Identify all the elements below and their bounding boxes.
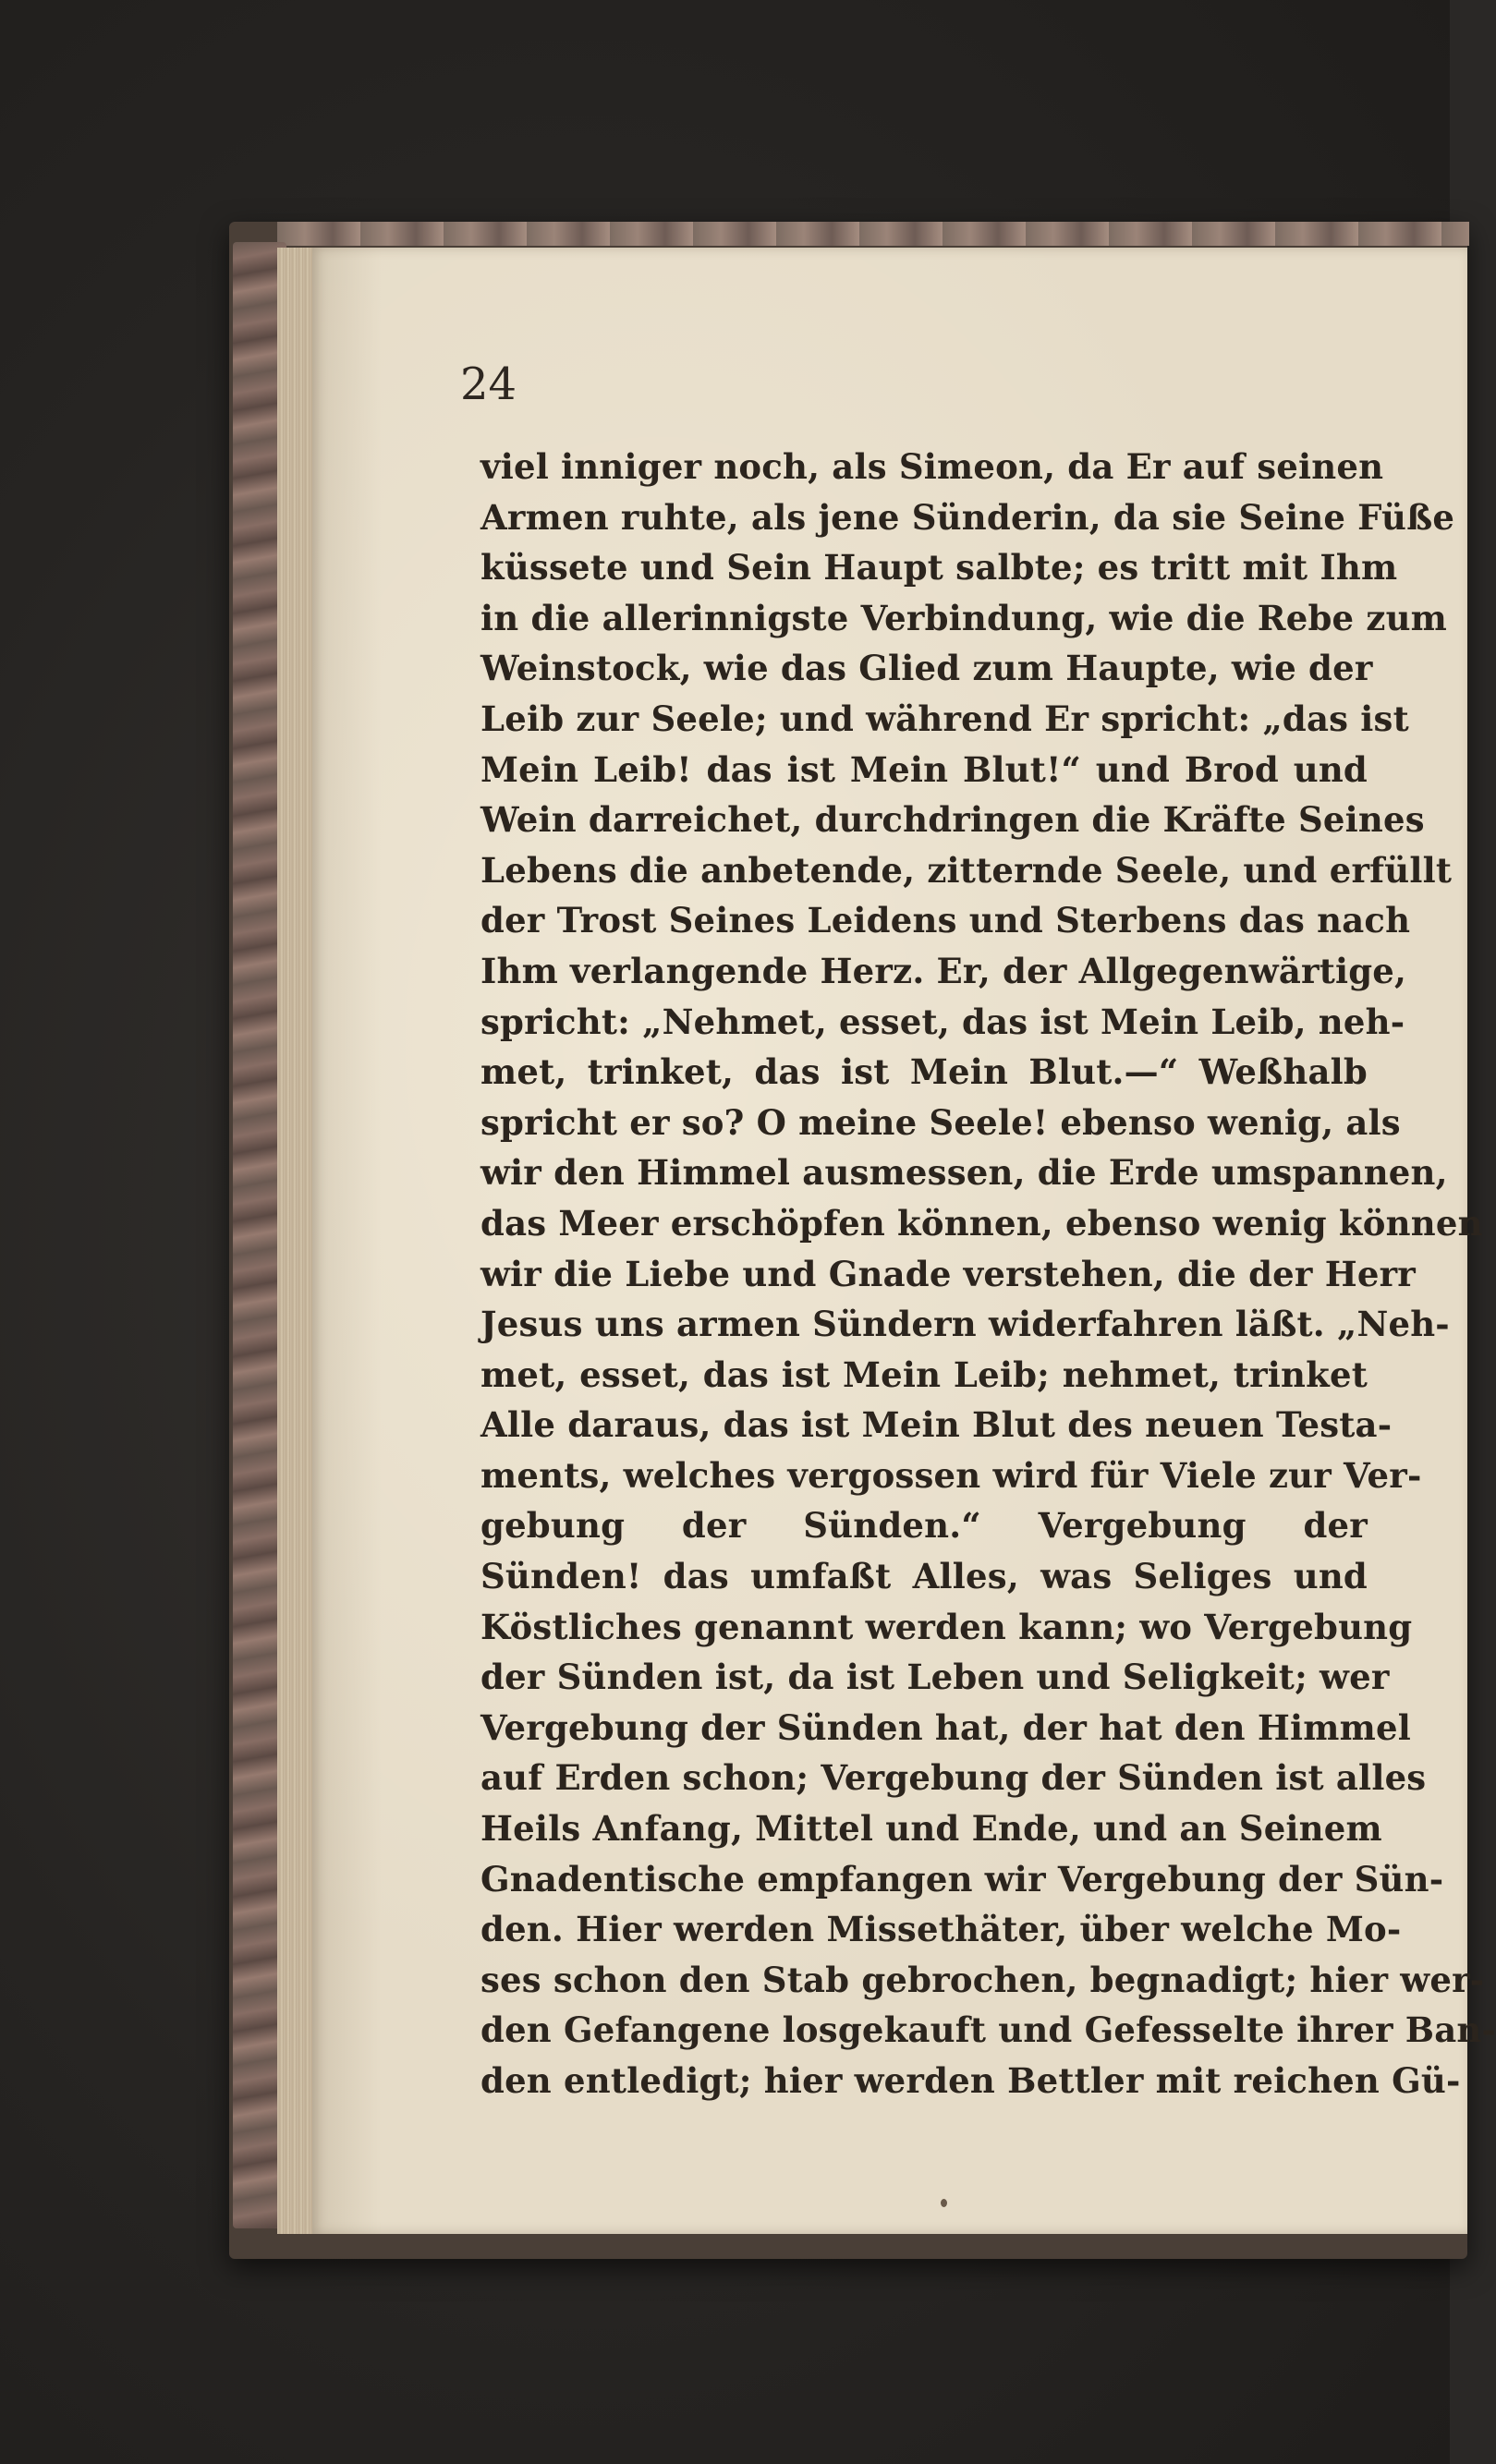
text-line: in die allerinnigste Verbindung, wie die Rebe zum — [480, 597, 1448, 638]
text-line: gebung der Sünden.“ Vergebung der — [480, 1505, 1368, 1547]
text-line: den. Hier werden Missethäter, über welche Mo- — [480, 1909, 1402, 1950]
text-line: der Sünden ist, da ist Leben und Seligkeit; wer — [480, 1657, 1390, 1698]
text-line: Mein Leib! das ist Mein Blut!“ und Brod und — [480, 748, 1368, 790]
text-line: Köstliches genannt werden kann; wo Vergebung — [480, 1606, 1413, 1647]
text-line: Sünden! das umfaßt Alles, was Seliges und — [480, 1556, 1368, 1597]
text-line: Vergebung der Sünden hat, der hat den Himmel — [480, 1706, 1411, 1748]
book-top-edge — [277, 222, 1469, 246]
text-line: den Gefangene losgekauft und Gefesselte ihrer Ban- — [480, 2009, 1496, 2051]
text-line: auf Erden schon; Vergebung der Sünden ist alles — [480, 1757, 1427, 1799]
text-line: met, trinket, das ist Mein Blut.—“ Weßhalb — [480, 1051, 1368, 1093]
text-line: spricht er so? O meine Seele! ebenso wenig, als — [480, 1101, 1401, 1143]
text-line: wir den Himmel ausmessen, die Erde umspannen, — [480, 1152, 1448, 1194]
text-line: Leib zur Seele; und während Er spricht: „das ist — [480, 698, 1409, 739]
body-text — [480, 442, 1496, 2106]
text-line: Ihm verlangende Herz. Er, der Allgegenwärtige, — [480, 950, 1407, 991]
text-line: wir die Liebe und Gnade verstehen, die der Herr — [480, 1253, 1416, 1294]
text-line: Jesus uns armen Sündern widerfahren läßt. „Neh- — [480, 1304, 1450, 1345]
text-line: das Meer erschöpfen können, ebenso wenig können — [480, 1202, 1483, 1244]
text-line: viel inniger noch, als Simeon, da Er auf seinen — [480, 446, 1384, 487]
text-line: Armen ruhte, als jene Sünderin, da sie Seine Füße — [480, 496, 1455, 538]
text-line: Gnadentische empfangen wir Vergebung der Sün- — [480, 1858, 1444, 1900]
text-line: küssete und Sein Haupt salbte; es tritt mit Ihm — [480, 547, 1398, 589]
text-line: Weinstock, wie das Glied zum Haupte, wie der — [480, 648, 1373, 689]
text-line: ses schon den Stab gebrochen, begnadigt; hier wer- — [480, 1959, 1485, 2000]
text-line: Heils Anfang, Mittel und Ende, und an Seinem — [480, 1808, 1382, 1850]
text-line: ments, welches vergossen wird für Viele zur Ver- — [480, 1454, 1422, 1496]
text-line: den entledigt; hier werden Bettler mit reichen Gü- — [480, 2060, 1461, 2101]
text-line: Wein darreichet, durchdringen die Kräfte Seines — [480, 799, 1425, 841]
ink-speck — [941, 2199, 947, 2207]
text-line: Lebens die anbetende, zitternde Seele, und erfüllt — [480, 849, 1453, 891]
text-line: der Trost Seines Leidens und Sterbens das nach — [480, 900, 1411, 941]
page-edges — [277, 248, 314, 2234]
text-line: met, esset, das ist Mein Leib; nehmet, trinket — [480, 1353, 1368, 1395]
text-line: Alle daraus, das ist Mein Blut des neuen Testa- — [480, 1404, 1393, 1446]
text-line: spricht: „Nehmet, esset, das ist Mein Leib, neh- — [480, 1001, 1405, 1042]
page-number: 24 — [460, 358, 517, 410]
